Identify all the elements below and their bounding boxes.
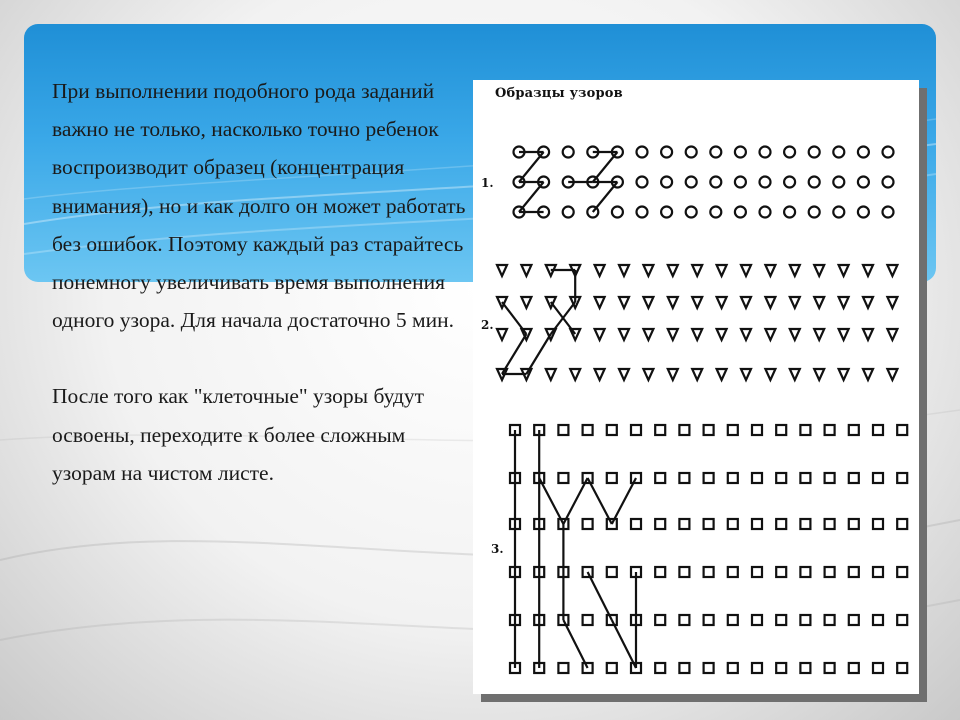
pattern-2-triangle [790,297,800,308]
pattern-3-square [655,425,665,435]
pattern-3-square [558,425,568,435]
pattern-2-triangle [741,297,751,308]
pattern-3-line [563,620,587,668]
pattern-3-square [679,519,689,529]
figure-title: Образцы узоров [495,86,623,101]
pattern-3-square [800,663,810,673]
pattern-3-square [800,615,810,625]
pattern-1-circle [809,207,820,218]
pattern-3-line [612,478,636,524]
pattern-3-square [825,615,835,625]
pattern-3-square [679,663,689,673]
pattern-1-circle [809,147,820,158]
pattern-3-square [607,567,617,577]
pattern-2-triangle [765,297,775,308]
pattern-3-square [752,663,762,673]
pattern-3-square [679,425,689,435]
pattern-1-circle [710,147,721,158]
pattern-2-triangle [790,369,800,380]
pattern-3-square [607,425,617,435]
pattern-3-square [825,425,835,435]
pattern-3-square [873,567,883,577]
pattern-2-triangle [692,369,702,380]
pattern-1-circle [686,177,697,188]
pattern-3-square [704,473,714,483]
pattern-3-square [655,615,665,625]
pattern-2-triangle [521,297,531,308]
pattern-3-square [849,567,859,577]
pattern-2-triangle [741,265,751,276]
pattern-3-square [728,663,738,673]
pattern-2-triangle [668,265,678,276]
pattern-1-circle [760,177,771,188]
pattern-1-circle [784,147,795,158]
pattern-2-triangle [692,265,702,276]
pattern-1-circle [735,147,746,158]
pattern-3-square [897,519,907,529]
pattern-2-triangle [887,329,897,340]
pattern-2-triangle [765,369,775,380]
pattern-1-circle [858,207,869,218]
patterns-drawing [473,80,919,694]
pattern-3-square [897,473,907,483]
pattern-3-square [631,425,641,435]
pattern-3-square [728,615,738,625]
pattern-2-triangle [595,329,605,340]
pattern-1-circle [784,207,795,218]
pattern-1-circle [637,177,648,188]
pattern-2-triangle [595,369,605,380]
pattern-3-square [752,615,762,625]
pattern-3-square [825,473,835,483]
pattern-1-circle [833,147,844,158]
pattern-2-triangle [765,329,775,340]
paragraph-1: При выполнении подобного рода заданий важно не только, насколько точно ребенок воспроизводит образец (концентрация внимания), но и как долго он может работать без ошибок. Поэтому каждый раз старайтесь понемногу увеличивать время выполнения одного узора. Для начала достаточно 5 мин. [52,79,466,333]
pattern-3-square [631,519,641,529]
pattern-2-triangle [643,265,653,276]
pattern-3-square [704,567,714,577]
pattern-1-circle [686,207,697,218]
pattern-1-circle [833,177,844,188]
pattern-1-circle [686,147,697,158]
pattern-3-square [583,425,593,435]
pattern-2-triangle [741,329,751,340]
pattern-3-square [873,425,883,435]
pattern-2-triangle [619,369,629,380]
pattern-3-square [897,663,907,673]
pattern-2-triangle [497,265,507,276]
pattern-2-triangle [643,297,653,308]
pattern-2-triangle [814,297,824,308]
pattern-1-circle [735,177,746,188]
pattern-3-line [563,478,587,524]
pattern-3-square [800,567,810,577]
pattern-3-square [897,567,907,577]
pattern-2-triangle [668,297,678,308]
pattern-3-square [728,425,738,435]
pattern-3-square [583,519,593,529]
pattern-2-triangle [839,329,849,340]
pattern-2-triangle [643,369,653,380]
pattern-3-square [800,473,810,483]
pattern-1-circle [563,147,574,158]
pattern-3-square [704,425,714,435]
pattern-3-square [825,663,835,673]
pattern-2-triangle [668,369,678,380]
patterns-figure [473,80,919,694]
pattern-2-triangle [863,369,873,380]
pattern-3-square [849,663,859,673]
pattern-3-line [539,478,563,524]
pattern-1-circle [858,147,869,158]
pattern-2-triangle [887,297,897,308]
pattern-3-square [655,567,665,577]
pattern-3-square [800,519,810,529]
pattern-3-square [776,663,786,673]
pattern-2-triangle [741,369,751,380]
pattern-3-square [583,567,593,577]
pattern-3-square [728,473,738,483]
pattern-2-triangle [887,265,897,276]
pattern-2-triangle [790,329,800,340]
pattern-3-square [704,615,714,625]
pattern-3-square [825,567,835,577]
pattern-1-circle [760,147,771,158]
pattern-3-square [800,425,810,435]
pattern-3-square [849,615,859,625]
pattern-2-label: 2. [481,318,494,332]
pattern-2-triangle [839,369,849,380]
pattern-2-triangle [595,297,605,308]
pattern-2-triangle [692,297,702,308]
pattern-3-square [679,567,689,577]
pattern-2-triangle [790,265,800,276]
pattern-2-triangle [619,265,629,276]
pattern-3-square [655,663,665,673]
pattern-3-square [849,519,859,529]
pattern-2-triangle [717,329,727,340]
pattern-3-square [607,473,617,483]
pattern-3-square [776,425,786,435]
pattern-1-circle [661,207,672,218]
pattern-1-circle [784,177,795,188]
pattern-1-circle [883,147,894,158]
pattern-2-triangle [863,265,873,276]
pattern-3-square [873,615,883,625]
pattern-2-triangle [570,369,580,380]
slide-text [52,72,470,492]
pattern-3-square [873,663,883,673]
pattern-2-triangle [863,297,873,308]
pattern-2-triangle [717,265,727,276]
pattern-3-square [752,567,762,577]
pattern-3-square [728,519,738,529]
pattern-2-triangle [717,297,727,308]
pattern-1-circle [833,207,844,218]
pattern-3-square [897,425,907,435]
pattern-2-triangle [497,329,507,340]
pattern-2-triangle [839,265,849,276]
pattern-3-line [588,478,612,524]
pattern-1-circle [661,177,672,188]
pattern-2-triangle [839,297,849,308]
pattern-2-triangle [887,369,897,380]
pattern-2-triangle [692,329,702,340]
pattern-3-square [558,663,568,673]
pattern-1-circle [563,207,574,218]
pattern-2-triangle [643,329,653,340]
pattern-3-square [752,519,762,529]
pattern-3-square [897,615,907,625]
pattern-1-label: 1. [481,176,494,190]
pattern-2-triangle [668,329,678,340]
pattern-3-square [776,473,786,483]
pattern-2-triangle [814,329,824,340]
pattern-2-triangle [765,265,775,276]
pattern-1-circle [883,207,894,218]
pattern-2-triangle [814,265,824,276]
pattern-3-square [558,473,568,483]
pattern-3-square [849,425,859,435]
pattern-2-triangle [619,329,629,340]
pattern-3-label: 3. [491,542,504,556]
pattern-1-circle [661,147,672,158]
pattern-3-square [704,519,714,529]
paragraph-2: После того как "клеточные" узоры будут освоены, переходите к более сложным узорам на чистом листе. [52,384,425,485]
pattern-3-square [873,519,883,529]
pattern-1-circle [710,207,721,218]
pattern-2-triangle [619,297,629,308]
pattern-2-triangle [595,265,605,276]
pattern-2-triangle [814,369,824,380]
pattern-1-circle [612,207,623,218]
pattern-1-circle [760,207,771,218]
pattern-1-circle [710,177,721,188]
pattern-3-square [849,473,859,483]
pattern-2-triangle [546,369,556,380]
pattern-1-circle [735,207,746,218]
pattern-3-square [607,663,617,673]
pattern-3-square [776,519,786,529]
pattern-3-square [825,519,835,529]
pattern-3-square [728,567,738,577]
pattern-3-square [752,425,762,435]
pattern-3-square [655,473,665,483]
pattern-3-square [776,567,786,577]
pattern-1-circle [637,147,648,158]
pattern-3-square [873,473,883,483]
pattern-3-line [612,620,636,668]
pattern-2-triangle [717,369,727,380]
pattern-3-line [588,572,612,620]
pattern-3-square [583,615,593,625]
pattern-1-circle [809,177,820,188]
pattern-1-circle [858,177,869,188]
pattern-3-square [704,663,714,673]
pattern-3-square [679,473,689,483]
pattern-1-circle [883,177,894,188]
pattern-3-square [679,615,689,625]
pattern-3-square [655,519,665,529]
pattern-1-circle [637,207,648,218]
pattern-3-square [776,615,786,625]
pattern-3-square [752,473,762,483]
pattern-2-triangle [521,265,531,276]
pattern-2-triangle [863,329,873,340]
